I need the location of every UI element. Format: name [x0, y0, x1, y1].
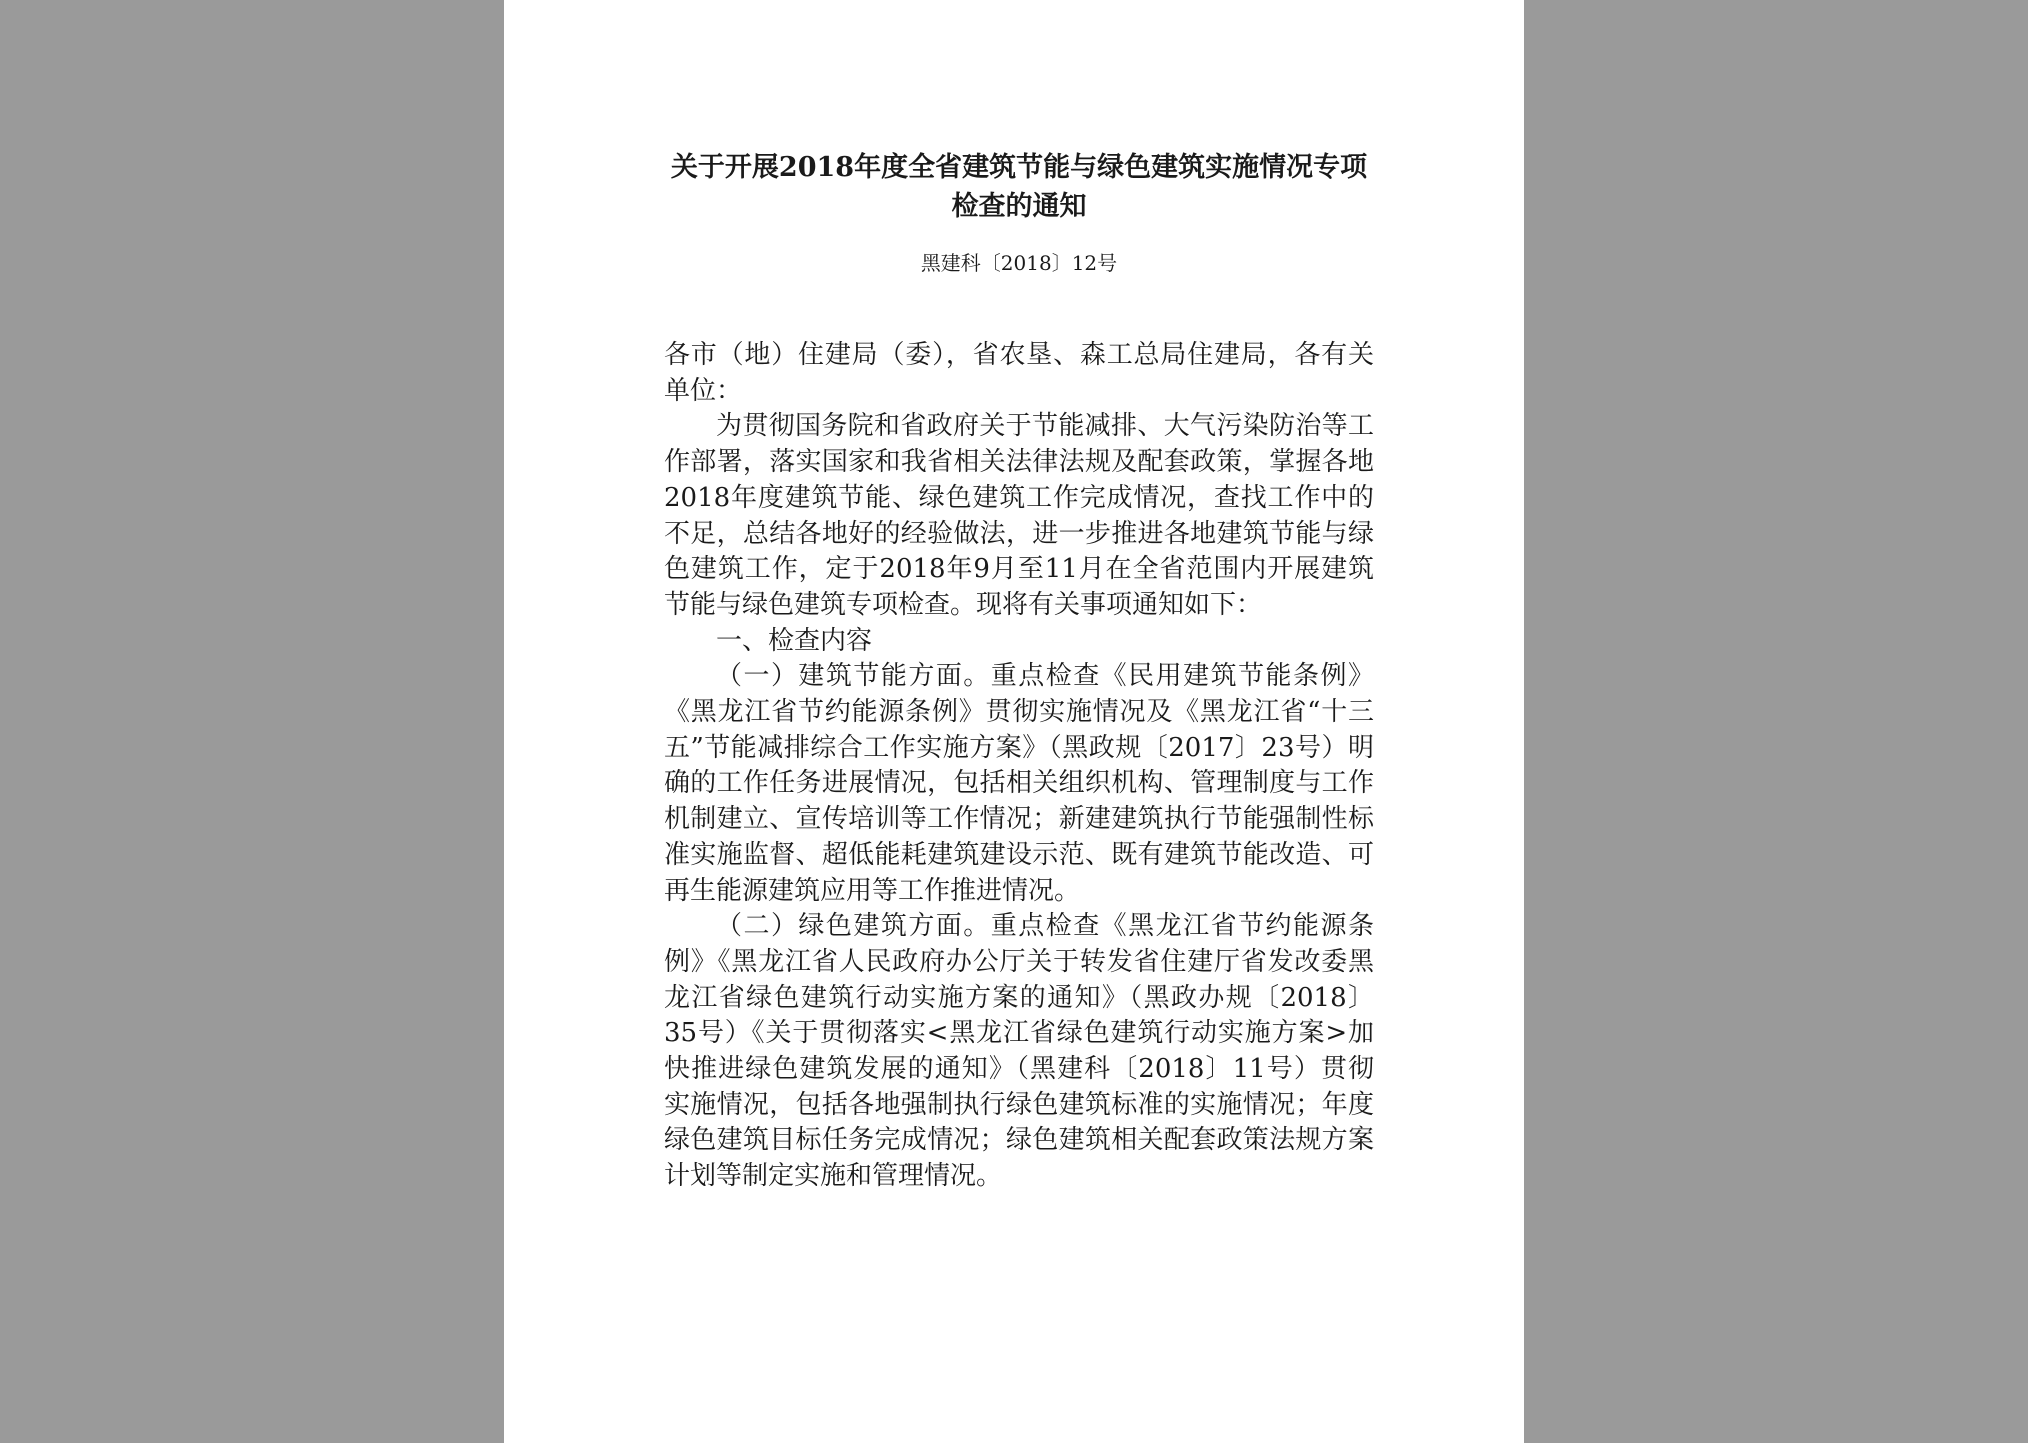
document-title: 关于开展2018年度全省建筑节能与绿色建筑实施情况专项检查的通知	[670, 152, 1368, 222]
salutation: 各市（地）住建局（委），省农垦、森工总局住建局，各有关单位：	[664, 340, 1374, 406]
paragraph-green-building: （二）绿色建筑方面。重点检查《黑龙江省节约能源条例》《黑龙江省人民政府办公厅关于转发省住建厅省发改委黑龙江省绿色建筑行动实施方案的通知》（黑政办规〔2018〕35号）《关于贯彻落实<黑龙江省绿色建筑行动实施方案>加快推进绿色建筑发展的通知》（黑建科〔2018〕11号）贯彻实施情况，包括各地强制执行绿色建筑标准的实施情况；年度绿色建筑目标任务完成情况；绿色建筑相关配套政策法规方案计划等制定实施和管理情况。	[664, 911, 1374, 1192]
document-body	[664, 338, 1374, 1195]
document-number: 黑建科〔2018〕12号	[920, 251, 1118, 275]
paragraph-intro: 为贯彻国务院和省政府关于节能减排、大气污染防治等工作部署，落实国家和我省相关法律法规及配套政策，掌握各地2018年度建筑节能、绿色建筑工作完成情况，查找工作中的不足，总结各地好的经验做法，进一步推进各地建筑节能与绿色建筑工作，定于2018年9月至11月在全省范围内开展建筑节能与绿色建筑专项检查。现将有关事项通知如下：	[664, 411, 1374, 620]
document-content	[664, 148, 1374, 1195]
document-page	[504, 0, 1524, 1443]
paragraph-building-energy-saving: （一）建筑节能方面。重点检查《民用建筑节能条例》《黑龙江省节约能源条例》贯彻实施情况及《黑龙江省“十三五”节能减排综合工作实施方案》（黑政规〔2017〕23号）明确的工作任务进展情况，包括相关组织机构、管理制度与工作机制建立、宣传培训等工作情况；新建建筑执行节能强制性标准实施监督、超低能耗建筑建设示范、既有建筑节能改造、可再生能源建筑应用等工作推进情况。	[664, 661, 1374, 906]
section-heading-inspection-content: 一、检查内容	[716, 625, 873, 656]
